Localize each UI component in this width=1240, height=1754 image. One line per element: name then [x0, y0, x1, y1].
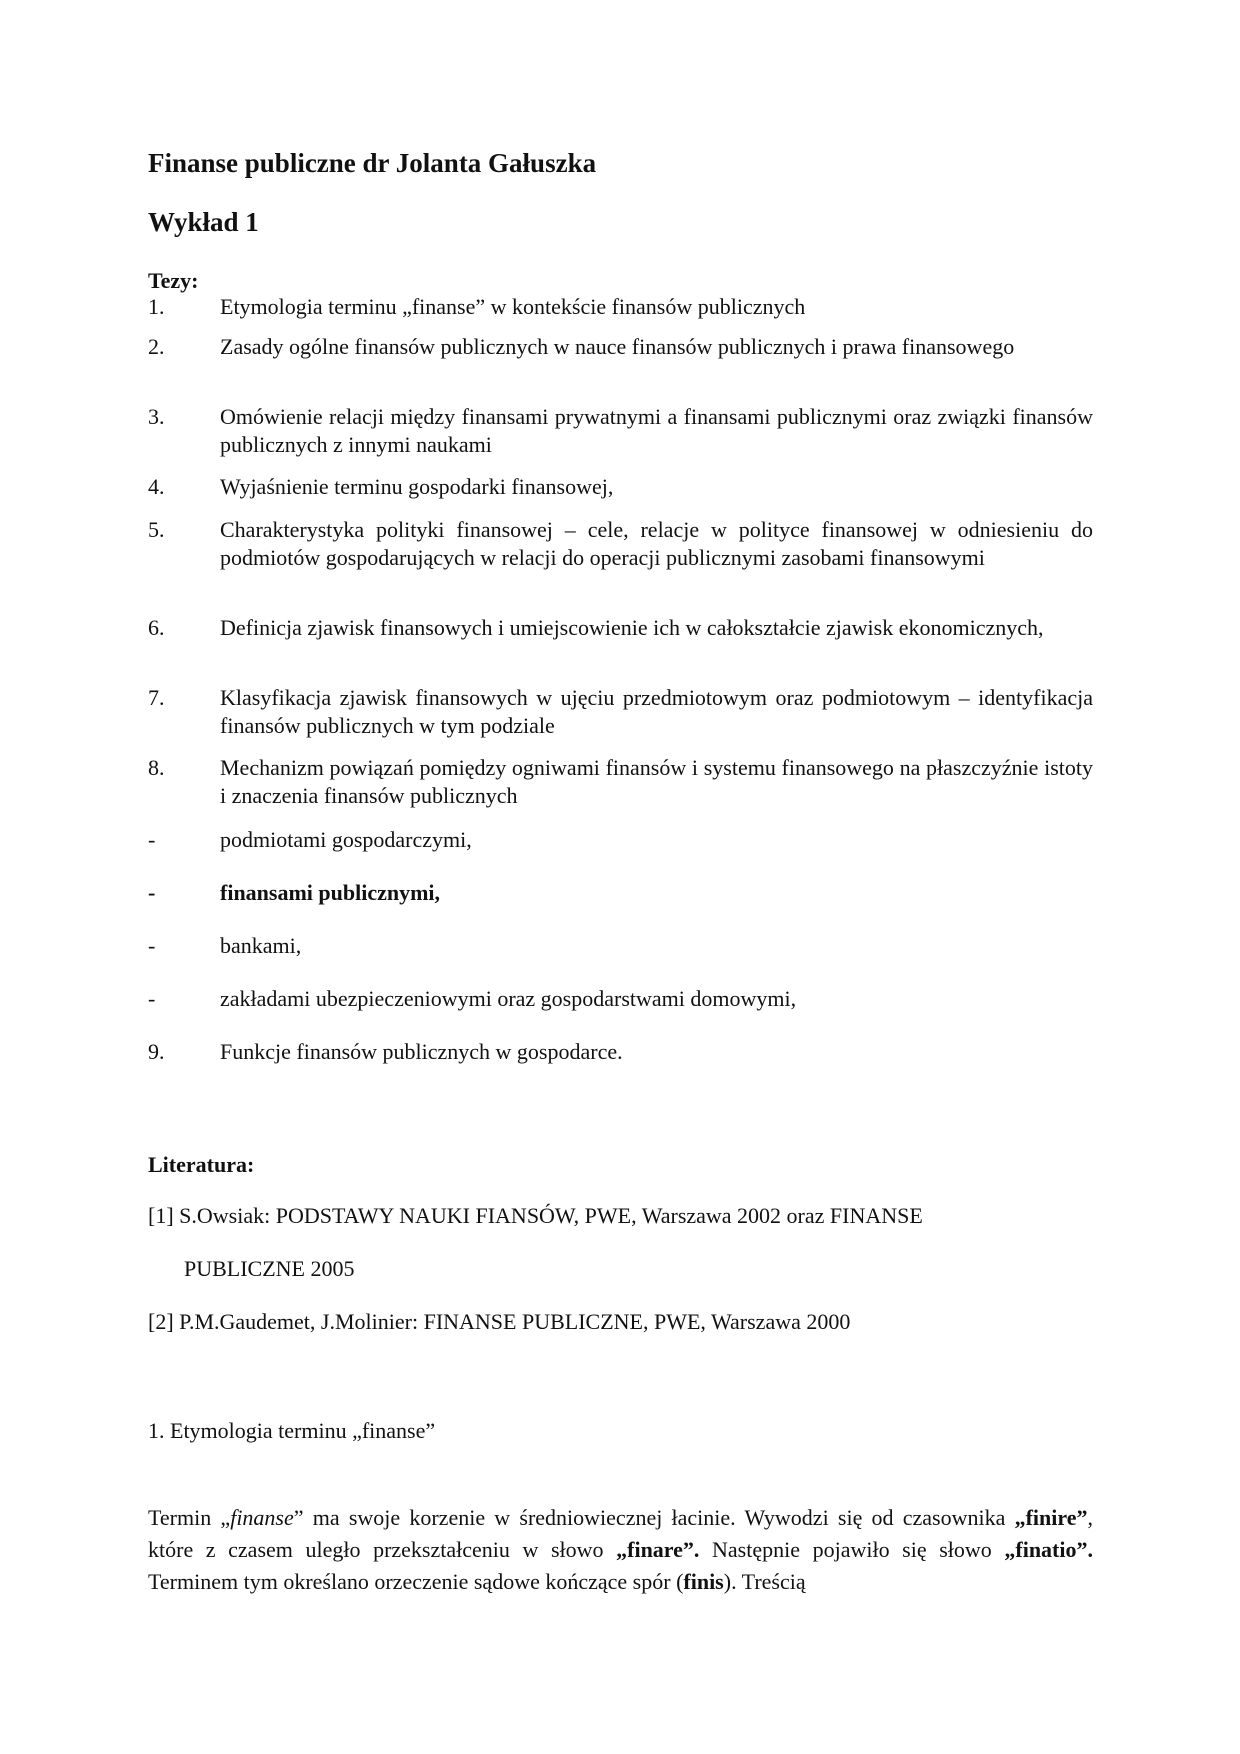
thesis-item: [148, 684, 1093, 740]
theses-heading: Tezy:: [148, 268, 199, 293]
document-title: Finanse publiczne dr Jolanta Gałuszka: [148, 148, 597, 178]
sub-item-text: finansami publicznymi,: [220, 880, 441, 905]
thesis-item: [148, 516, 1093, 572]
list-marker: 6.: [148, 615, 165, 640]
bold-term: „finare”.: [616, 1537, 700, 1562]
thesis-text: Omówienie relacji między finansami prywatnymi a finansami publicznymi oraz związki finansów publicznych z innymi naukami: [220, 404, 1093, 457]
thesis-item: [148, 403, 1093, 459]
text-run: Następnie pojawiło się słowo: [699, 1537, 1005, 1562]
thesis-text: Klasyfikacja zjawisk finansowych w ujęciu przedmiotowym oraz podmiotowym – identyfikacja finansów publicznych w tym podziale: [220, 685, 1093, 738]
text-run: ). Treścią: [723, 1569, 806, 1594]
bold-term: „finatio”.: [1004, 1537, 1093, 1562]
text-run: Termin „: [148, 1505, 231, 1530]
list-marker: 5.: [148, 517, 165, 542]
thesis-item: [148, 1038, 1093, 1066]
reference-2: [2] P.M.Gaudemet, J.Molinier: FINANSE PUBLICZNE, PWE, Warszawa 2000: [148, 1309, 851, 1334]
thesis-item: [148, 333, 1093, 361]
bold-term: finis: [683, 1569, 724, 1594]
sub-item: [148, 985, 1093, 1013]
bold-term: „finire”: [1014, 1505, 1088, 1530]
thesis-item: [148, 473, 1093, 501]
thesis-text: Definicja zjawisk finansowych i umiejscowienie ich w całokształcie zjawisk ekonomicznych,: [220, 615, 1044, 640]
list-marker: 2.: [148, 334, 165, 359]
sub-item: [148, 826, 1093, 854]
reference-1-line-2: PUBLICZNE 2005: [184, 1256, 355, 1281]
list-marker: 4.: [148, 474, 165, 499]
text-run: , które z czasem uległo przekształceniu w słowo: [148, 1505, 1094, 1562]
italic-term: finanse: [230, 1505, 294, 1530]
dash-marker: -: [148, 880, 156, 905]
thesis-item: [148, 293, 1093, 321]
list-marker: 7.: [148, 685, 165, 710]
thesis-text: Zasady ogólne finansów publicznych w nauce finansów publicznych i prawa finansowego: [220, 334, 1015, 359]
dash-marker: -: [148, 933, 156, 958]
dash-marker: -: [148, 827, 156, 852]
list-marker: 1.: [148, 294, 165, 319]
thesis-item: [148, 614, 1093, 642]
sub-item-text: podmiotami gospodarczymi,: [220, 827, 472, 852]
thesis-text: Funkcje finansów publicznych w gospodarce.: [220, 1039, 623, 1064]
text-run: ” ma swoje korzenie w średniowiecznej łacinie. Wywodzi się od czasownika: [293, 1505, 1015, 1530]
thesis-text: Etymologia terminu „finanse” w kontekście finansów publicznych: [220, 294, 806, 319]
literature-heading: Literatura:: [148, 1152, 255, 1177]
reference-1-line-1: [1] S.Owsiak: PODSTAWY NAUKI FIANSÓW, PWE, Warszawa 2002 oraz FINANSE: [148, 1203, 923, 1228]
lecture-heading: Wykład 1: [148, 207, 259, 237]
body-paragraph: [148, 1502, 1093, 1598]
sub-item: [148, 932, 1093, 960]
dash-marker: -: [148, 986, 156, 1011]
text-run: Terminem tym określano orzeczenie sądowe kończące spór (: [148, 1569, 684, 1594]
thesis-text: Mechanizm powiązań pomiędzy ogniwami finansów i systemu finansowego na płaszczyźnie istoty i znaczenia finansów publicznych: [220, 755, 1093, 808]
thesis-item: [148, 754, 1093, 810]
list-marker: 9.: [148, 1039, 165, 1064]
sub-item-text: bankami,: [220, 933, 302, 958]
section-heading: 1. Etymologia terminu „finanse”: [148, 1418, 436, 1443]
list-marker: 3.: [148, 404, 165, 429]
sub-item-text: zakładami ubezpieczeniowymi oraz gospodarstwami domowymi,: [220, 986, 797, 1011]
thesis-text: Wyjaśnienie terminu gospodarki finansowej,: [220, 474, 614, 499]
thesis-text: Charakterystyka polityki finansowej – cele, relacje w polityce finansowej w odniesieniu do podmiotów gospodarujących w relacji do operacji publicznymi zasobami finansowymi: [220, 517, 1093, 570]
sub-item: [148, 879, 1093, 907]
list-marker: 8.: [148, 755, 165, 780]
